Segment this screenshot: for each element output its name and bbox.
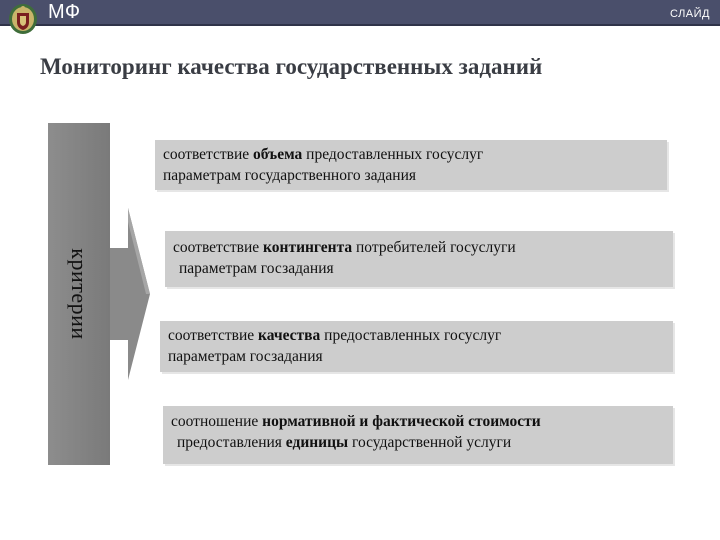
criterion-line-2: параметрам госзадания (179, 260, 334, 277)
criteria-panel (48, 123, 110, 465)
criterion-line-2: параметрам государственного задания (163, 167, 417, 184)
header-bar (0, 0, 720, 26)
criterion-line-1: соотношение нормативной и фактической стоимости (171, 413, 541, 430)
criterion-line-2: параметрам госзадания (168, 348, 323, 365)
criterion-line-1: соответствие качества предоставленных госуслуг (168, 327, 502, 344)
criterion-line-1: соответствие контингента потребителей госуслуги (173, 239, 516, 256)
criterion-box-quality (160, 321, 673, 372)
criterion-line-1: соответствие объема предоставленных госуслуг (163, 146, 484, 163)
brand-text: МФ (48, 1, 81, 23)
criterion-box-cost (163, 406, 673, 464)
slide-label: СЛАЙД (670, 8, 710, 20)
coat-of-arms-icon (8, 3, 38, 35)
criteria-label: критерии (67, 248, 92, 340)
page-title: Мониторинг качества государственных заданий (40, 54, 543, 79)
criterion-line-2: предоставления единицы государственной услуги (177, 434, 512, 451)
header-bar-edge (0, 24, 720, 26)
criterion-box-volume (155, 140, 667, 190)
criterion-box-contingent (165, 231, 673, 287)
right-arrow-icon (110, 208, 150, 380)
